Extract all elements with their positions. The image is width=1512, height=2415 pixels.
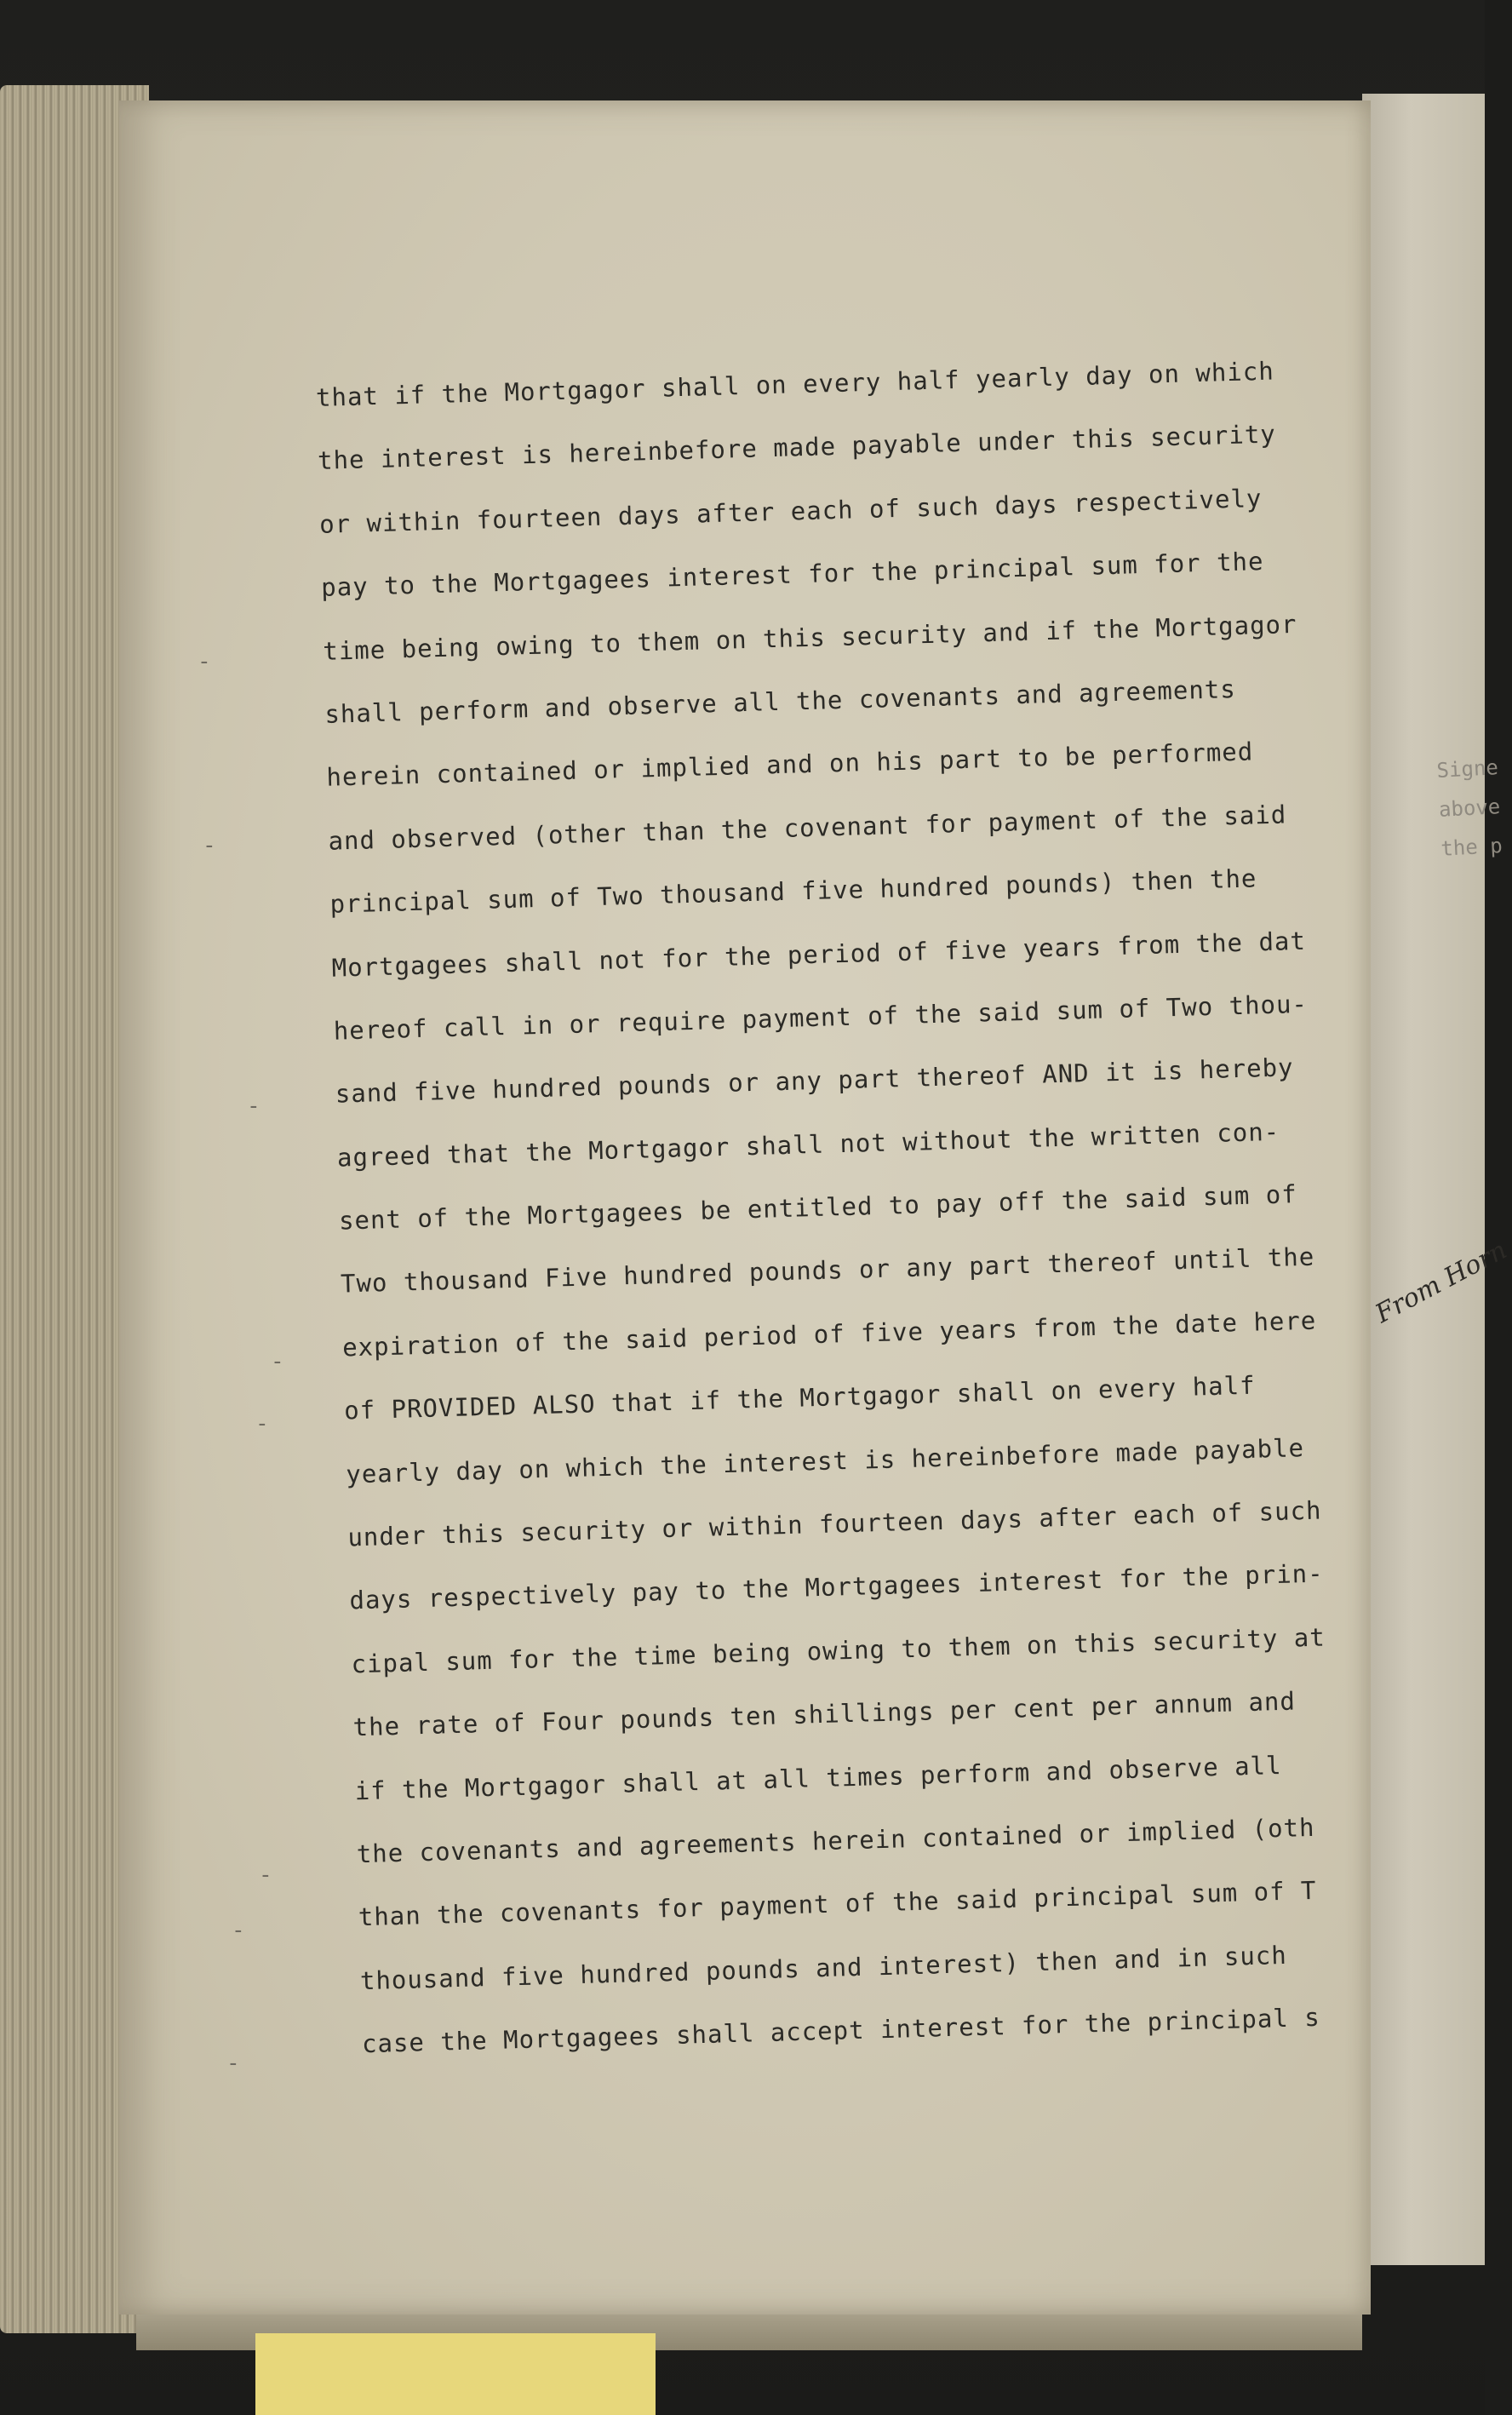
text-line: of PROVIDED ALSO that if the Mortgagor shall on every half bbox=[343, 1370, 1256, 1425]
text-line: expiration of the said period of five years from the date here bbox=[341, 1305, 1317, 1362]
handwritten-margin-note: From Horn bbox=[1371, 1235, 1512, 1329]
text-line: the rate of Four pounds ten shillings per cent per annum and bbox=[352, 1686, 1297, 1742]
text-line: than the covenants for payment of the said principal sum of T bbox=[358, 1876, 1317, 1932]
text-line: cipal sum for the time being owing to them on this security at bbox=[351, 1622, 1326, 1679]
margin-dash: - bbox=[259, 1862, 272, 1888]
text-line: pay to the Mortgagees interest for the principal sum for the bbox=[320, 547, 1264, 603]
text-line: and observed (other than the covenant for payment of the said bbox=[328, 800, 1287, 856]
text-line: case the Mortgagees shall accept interest for the principal s bbox=[361, 2002, 1321, 2059]
text-line: hereof call in or require payment of the said sum of Two thou- bbox=[333, 989, 1309, 1046]
text-line: Two thousand Five hundred pounds or any part thereof until the bbox=[340, 1242, 1315, 1299]
text-line: herein contained or implied and on his part to be performed bbox=[326, 737, 1254, 793]
right-sheet-line: Signe bbox=[1435, 755, 1499, 783]
text-line: the interest is hereinbefore made payable under this security bbox=[317, 419, 1277, 476]
text-line: thousand five hundred pounds and interest) then and in such bbox=[359, 1940, 1288, 1996]
margin-dash: - bbox=[232, 1918, 245, 1943]
margin-dash: - bbox=[226, 2051, 240, 2076]
text-line: under this security or within fourteen days after each of such bbox=[346, 1495, 1322, 1552]
margin-dash: - bbox=[203, 833, 216, 858]
text-line: sand five hundred pounds or any part thereof AND it is hereby bbox=[335, 1053, 1294, 1109]
text-line: or within fourteen days after each of such days respectively bbox=[318, 483, 1263, 539]
margin-dash: - bbox=[198, 649, 211, 674]
text-line: that if the Mortgagor shall on every half yearly day on which bbox=[315, 356, 1275, 412]
margin-dash: - bbox=[247, 1093, 261, 1119]
text-line: if the Mortgagor shall at all times perform and observe all bbox=[354, 1750, 1282, 1805]
right-sheet-line: above bbox=[1438, 794, 1501, 822]
margin-dash: - bbox=[255, 1411, 269, 1437]
text-line: Mortgagees shall not for the period of five years from the dat bbox=[331, 926, 1307, 983]
text-line: agreed that the Mortgagor shall not without the written con- bbox=[336, 1116, 1280, 1173]
text-line: shall perform and observe all the covenants and agreements bbox=[324, 674, 1237, 729]
margin-dash: - bbox=[271, 1349, 284, 1374]
text-line: the covenants and agreements herein contained or implied (oth bbox=[356, 1812, 1315, 1869]
yellow-tab bbox=[255, 2333, 656, 2415]
right-sheet-text bbox=[1435, 748, 1503, 869]
text-line: principal sum of Two thousand five hundred pounds) then the bbox=[329, 863, 1257, 919]
text-line: days respectively pay to the Mortgagees interest for the prin- bbox=[349, 1558, 1325, 1615]
text-line: sent of the Mortgagees be entitled to pay off the said sum of bbox=[338, 1179, 1298, 1236]
typed-text-block bbox=[315, 337, 1406, 2076]
text-line: yearly day on which the interest is hereinbefore made payable bbox=[345, 1432, 1305, 1489]
text-line: time being owing to them on this security and if the Mortgagor bbox=[322, 609, 1297, 666]
right-sheet-line: the p bbox=[1440, 834, 1503, 861]
